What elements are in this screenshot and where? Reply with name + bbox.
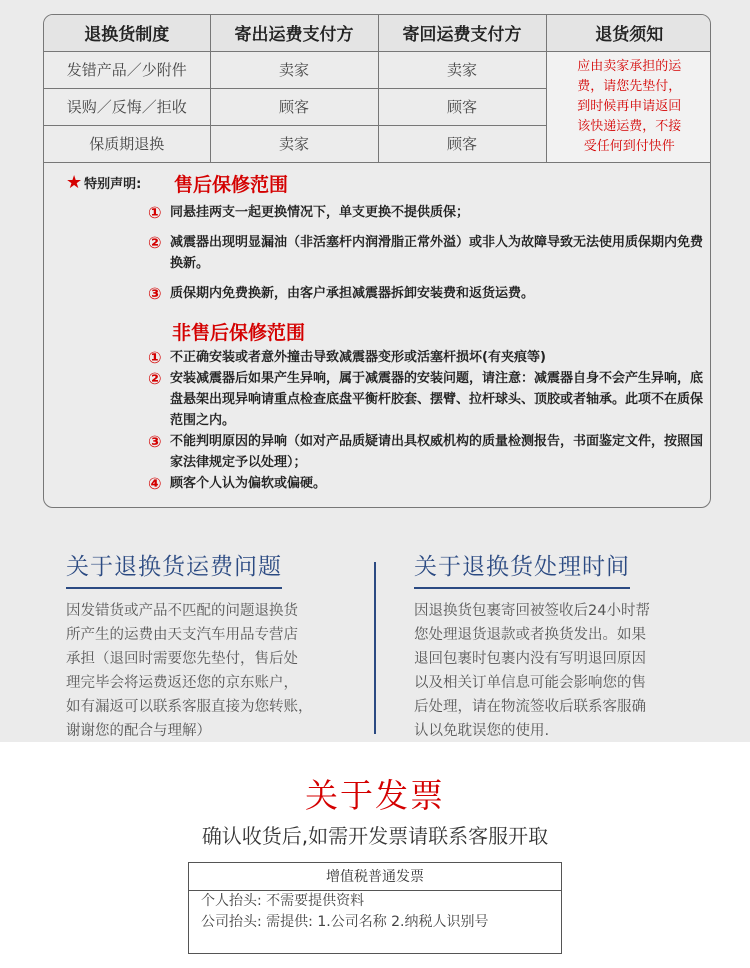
row-case: 发错产品／少附件 (44, 51, 210, 88)
header-return-payer: 寄回运费支付方 (378, 15, 546, 51)
return-notice (546, 51, 711, 162)
row-send-payer: 卖家 (210, 125, 378, 162)
number-circle-icon: ① (148, 348, 162, 367)
row-return-payer: 卖家 (378, 51, 546, 88)
special-statement (66, 172, 141, 193)
freight-line: 所产生的运费由天支汽车用品专营店 (66, 627, 298, 643)
freight-line: 谢谢您的配合与理解） (66, 723, 211, 739)
invoice-title: 关于发票 (305, 776, 445, 815)
number-circle-icon: ④ (148, 474, 162, 493)
number-circle-icon: ② (148, 233, 162, 252)
list-item-text: 减震器出现明显漏油（非活塞杆内润滑脂正常外溢）或非人为故障导致无法使用质保期内免费换新。 (170, 235, 704, 271)
non-warranty-title: 非售后保修范围 (172, 322, 306, 344)
process-line: 因退换货包裹寄回被签收后24小时帮 (414, 603, 650, 619)
list-item-text: 质保期内免费换新，由客户承担减震器拆卸安装费和返货运费。 (170, 286, 535, 301)
table-row (44, 51, 711, 88)
list-item-text: 同悬挂两支一起更换情况下，单支更换不提供质保； (170, 205, 470, 220)
row-return-payer: 顾客 (378, 125, 546, 162)
process-line: 退回包裹时包裹内没有写明退回原因 (414, 651, 646, 667)
process-line: 后处理，请在物流签收后联系客服确 (414, 699, 646, 715)
notice-line: 该快递运费，不接 (577, 118, 682, 134)
list-item (148, 431, 703, 473)
non-warranty-list (148, 347, 703, 494)
process-time-title: 关于退换货处理时间 (414, 548, 630, 589)
list-item (148, 473, 703, 494)
number-circle-icon: ③ (148, 432, 162, 451)
row-return-payer: 顾客 (378, 88, 546, 125)
table-header-row (44, 15, 711, 51)
freight-line: 承担（退回时需要您先垫付，售后处 (66, 651, 298, 667)
return-policy-table (44, 15, 711, 163)
freight-column (66, 548, 356, 743)
list-item (148, 347, 703, 368)
row-case: 保质期退换 (44, 125, 210, 162)
freight-line: 理完毕会将运费返还您的京东账户， (66, 675, 298, 691)
process-time-body (414, 599, 704, 743)
freight-title: 关于退换货运费问题 (66, 548, 282, 589)
list-item (148, 283, 703, 304)
number-circle-icon: ③ (148, 284, 162, 303)
freight-line: 因发错货或产品不匹配的问题退换货 (66, 603, 298, 619)
header-notice: 退货须知 (546, 15, 711, 51)
notice-line: 应由卖家承担的运 (577, 58, 682, 74)
list-item (148, 232, 703, 274)
notice-line: 到时候再申请返回 (577, 98, 682, 114)
row-send-payer: 卖家 (210, 51, 378, 88)
process-line: 认以免耽误您的使用. (414, 723, 550, 739)
invoice-box-title: 增值税普通发票 (189, 863, 561, 891)
invoice-box (188, 862, 562, 954)
process-line: 您处理退货退款或者换货发出。如果 (414, 627, 646, 643)
list-item (148, 368, 703, 431)
list-item-text: 顾客个人认为偏软或偏硬。 (170, 476, 327, 491)
invoice-subtitle: 确认收货后,如需开发票请联系客服开取 (201, 824, 549, 848)
header-send-payer: 寄出运费支付方 (210, 15, 378, 51)
number-circle-icon: ② (148, 369, 162, 388)
row-case: 误购／反悔／拒收 (44, 88, 210, 125)
row-send-payer: 顾客 (210, 88, 378, 125)
process-time-column (414, 548, 704, 743)
list-item (148, 202, 703, 223)
invoice-personal: 个人抬头: 不需要提供资料 (201, 893, 365, 909)
process-line: 以及相关订单信息可能会影响您的售 (414, 675, 646, 691)
notice-line: 受任何到付快件 (583, 138, 675, 154)
header-policy: 退换货制度 (44, 15, 210, 51)
list-item-text: 不正确安装或者意外撞击导致减震器变形或活塞杆损坏(有夹痕等) (170, 350, 546, 365)
warranty-list (148, 202, 703, 304)
star-icon: ★ (66, 172, 83, 193)
special-statement-label: 特别声明: (84, 177, 142, 192)
freight-line: 如有漏返可以联系客服直接为您转账， (66, 699, 313, 715)
list-item-text: 不能判明原因的异响（如对产品质疑请出具权威机构的质量检测报告，书面鉴定文件，按照国家法律规定予以处理）； (170, 434, 704, 470)
invoice-company: 公司抬头: 需提供: 1.公司名称 2.纳税人识别号 (201, 914, 489, 930)
list-item-text: 安装减震器后如果产生异响，属于减震器的安装问题，请注意：减震器自身不会产生异响，底盘悬架出现异响请重点检查底盘平衡杆胶套、摆臂、拉杆球头、顶胶或者轴承。此项不在质保范围之内。 (170, 371, 704, 428)
number-circle-icon: ① (148, 203, 162, 222)
warranty-title: 售后保修范围 (174, 174, 289, 196)
notice-line: 费，请您先垫付， (577, 78, 682, 94)
freight-body (66, 599, 356, 743)
column-divider (374, 562, 376, 734)
